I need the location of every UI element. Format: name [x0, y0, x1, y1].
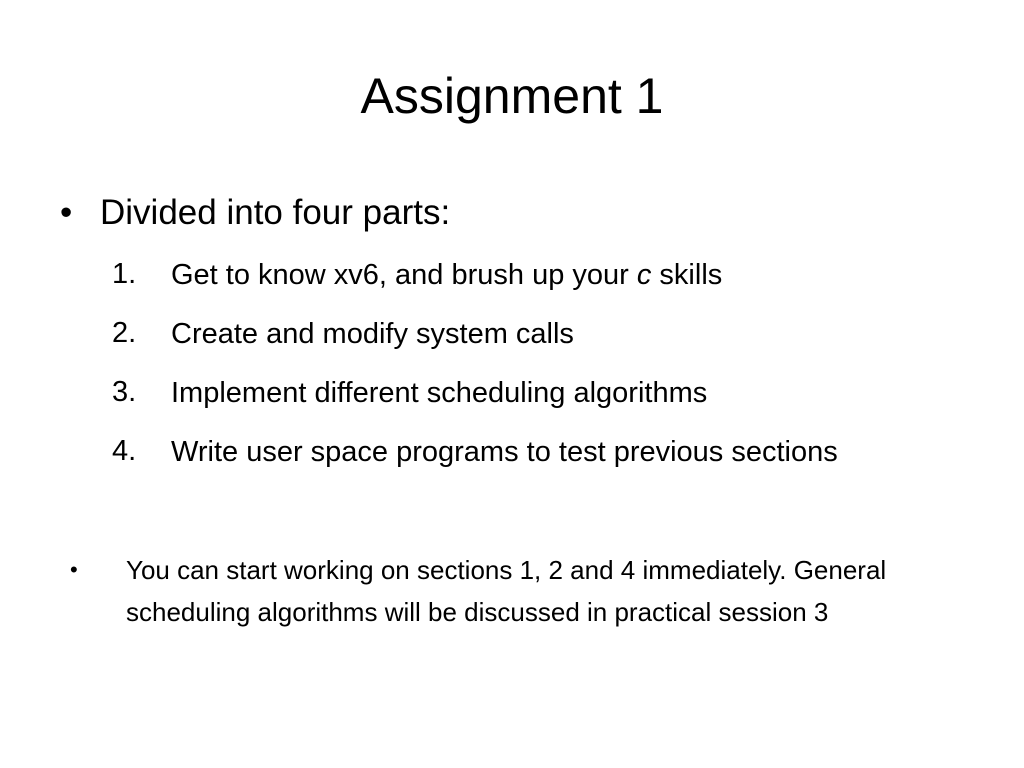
- list-number: 3.: [112, 376, 137, 408]
- parts-list: [112, 253, 912, 489]
- list-text: [171, 253, 912, 298]
- main-bullet: [60, 190, 450, 236]
- list-item: [112, 371, 912, 416]
- list-number: 1.: [112, 258, 137, 290]
- list-text: Implement different scheduling algorithms: [171, 377, 708, 409]
- list-item: [112, 312, 912, 357]
- bullet-marker: •: [60, 193, 73, 232]
- list-text-part: skills: [651, 259, 723, 291]
- note-bullet: [62, 549, 982, 633]
- list-item: [112, 430, 912, 475]
- list-text: Write user space programs to test previous sections: [171, 436, 838, 468]
- list-item: [112, 253, 912, 298]
- list-number: 2.: [112, 317, 137, 349]
- list-text-italic: c: [636, 259, 652, 291]
- main-bullet-text: Divided into four parts:: [100, 193, 451, 232]
- list-number: 4.: [112, 435, 137, 467]
- bullet-marker: •: [70, 557, 78, 582]
- note-text: You can start working on sections 1, 2 and 4 immediately. General scheduling algorithms will be discussed in practical session 3: [126, 555, 887, 627]
- slide-title: Assignment 1: [360, 68, 664, 124]
- list-text-part: Get to know xv6, and brush up your: [171, 259, 637, 291]
- list-text: Create and modify system calls: [171, 318, 574, 350]
